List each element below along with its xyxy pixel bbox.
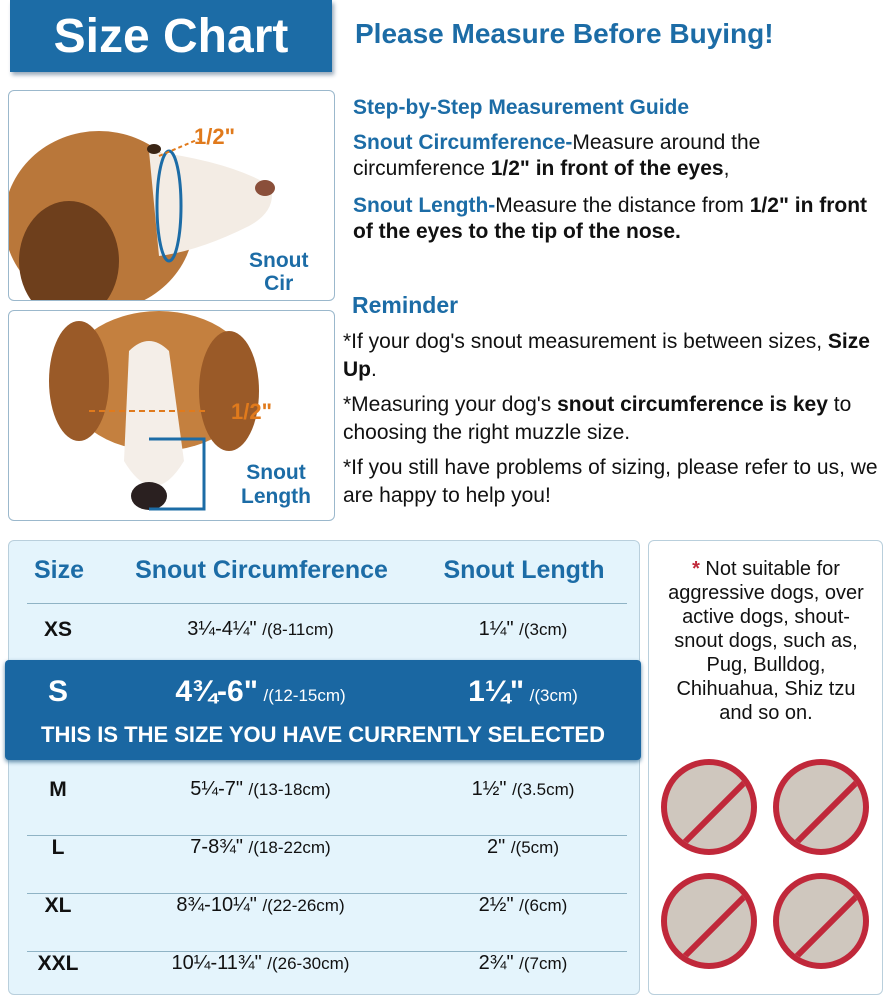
len-cm: /(7cm) <box>519 954 568 973</box>
circ-inches: 3¼-4¼" <box>187 618 257 640</box>
circ-inches: 5¼-7" <box>190 778 243 800</box>
length-cell <box>413 836 633 859</box>
table-row[interactable] <box>8 836 640 870</box>
size-cell: XXL <box>37 952 79 975</box>
shih-tzu-prohibited-icon <box>661 873 757 969</box>
len-bold: 1/2" in front of the eyes to the tip of the nose. <box>353 194 868 243</box>
circumference-cell <box>108 836 413 859</box>
circ-inches: 10¼-11¾" <box>171 952 262 974</box>
r2-end: to choosing the right muzzle size. <box>343 393 852 444</box>
guide-heading: Step-by-Step Measurement Guide <box>353 96 690 119</box>
bulldog-prohibited-icon <box>773 759 869 855</box>
circ-bold: 1/2" in front of the eyes <box>490 157 724 180</box>
table-row[interactable] <box>8 778 640 812</box>
reminder-1 <box>343 328 883 384</box>
cir-word: Cir <box>264 272 294 295</box>
circ-cm: /(22-26cm) <box>262 896 345 915</box>
table-row[interactable] <box>8 952 640 986</box>
circumference-cell <box>108 952 413 975</box>
guide-length <box>353 193 873 245</box>
length-cell <box>413 778 633 801</box>
snout-circumference-image <box>8 90 335 301</box>
len-label: Snout Length- <box>353 194 496 217</box>
warning-body: Not suitable for aggressive dogs, over active dogs, shout-snout dogs, such as, Pug, Bulldog, Chihuahua, Shiz tzu and so on. <box>668 558 864 724</box>
circ-text: Measure around the circumference <box>353 131 761 180</box>
circ-cm: /(8-11cm) <box>262 620 334 639</box>
snout-word: Snout <box>246 461 306 484</box>
reminder-heading: Reminder <box>352 292 459 318</box>
len-cm: /(3cm) <box>519 620 568 639</box>
circ-cm: /(12-15cm) <box>263 686 346 705</box>
circ-cm: /(13-18cm) <box>248 780 331 799</box>
length-cell <box>413 618 633 641</box>
len-inches: 2¾" <box>478 952 514 974</box>
header-circumference: Snout Circumference <box>135 556 388 584</box>
circ-cm: /(18-22cm) <box>248 838 331 857</box>
r1-text: *If your dog's snout measurement is between sizes, <box>343 330 828 353</box>
r1-bold: Size Up <box>343 330 870 381</box>
divider <box>27 603 627 604</box>
len-inches: 2" <box>487 836 506 858</box>
circ-inches: 7-8¾" <box>190 836 243 858</box>
circumference-cell <box>108 675 413 709</box>
r1-end: . <box>371 358 377 381</box>
len-cm: /(3cm) <box>529 686 578 705</box>
size-cell: XS <box>43 618 72 641</box>
len-inches: 1½" <box>471 778 507 800</box>
size-chart-title: Size Chart <box>10 0 332 72</box>
circumference-cell <box>108 778 413 801</box>
len-cm: /(6cm) <box>519 896 568 915</box>
length-cell <box>413 952 633 975</box>
reminder-2 <box>343 391 883 447</box>
warning-panel <box>648 540 883 995</box>
size-cell: S <box>47 675 68 708</box>
len-inches: 1¼" <box>468 675 525 708</box>
circ-inches: 4¾-6" <box>175 675 258 708</box>
table-row[interactable] <box>8 894 640 928</box>
snout-length-label <box>241 461 311 509</box>
size-cell: M <box>49 778 67 801</box>
circumference-cell <box>108 894 413 917</box>
snout-word: Snout <box>249 249 309 272</box>
reminder-3: *If you still have problems of sizing, please refer to us, we are happy to help you! <box>343 456 878 507</box>
warning-star: * <box>692 558 700 580</box>
len-text: Measure the distance from <box>495 194 750 217</box>
size-cell: L <box>51 836 65 859</box>
half-inch-label: 1/2" <box>194 124 236 149</box>
table-row[interactable] <box>8 618 640 652</box>
len-inches: 1¼" <box>478 618 514 640</box>
circumference-cell <box>108 618 413 641</box>
snout-length-image <box>8 310 335 521</box>
half-inch-label: 1/2" <box>231 399 273 424</box>
circ-inches: 8¾-10¼" <box>176 894 257 916</box>
length-word: Length <box>241 485 311 508</box>
warning-text <box>661 557 871 725</box>
circ-cm: /(26-30cm) <box>267 954 350 973</box>
guide-circumference <box>353 130 873 182</box>
length-cell <box>413 675 633 709</box>
selected-caption: THIS IS THE SIZE YOU HAVE CURRENTLY SELECTED <box>41 722 605 747</box>
r2-bold: snout circumference is key <box>557 393 828 416</box>
snout-cir-label <box>249 249 308 295</box>
headline: Please Measure Before Buying! <box>355 18 774 49</box>
header-length: Snout Length <box>443 556 605 584</box>
circ-end: , <box>723 157 730 180</box>
len-cm: /(3.5cm) <box>512 780 575 799</box>
french-bulldog-prohibited-icon <box>773 873 869 969</box>
size-cell: XL <box>44 894 72 917</box>
len-cm: /(5cm) <box>510 838 559 857</box>
header-size: Size <box>33 556 85 584</box>
circ-label: Snout Circumference- <box>353 131 573 154</box>
r2-text: *Measuring your dog's <box>343 393 558 416</box>
length-cell <box>413 894 633 917</box>
pug-prohibited-icon <box>661 759 757 855</box>
len-inches: 2½" <box>478 894 514 916</box>
table-row[interactable] <box>8 675 640 709</box>
